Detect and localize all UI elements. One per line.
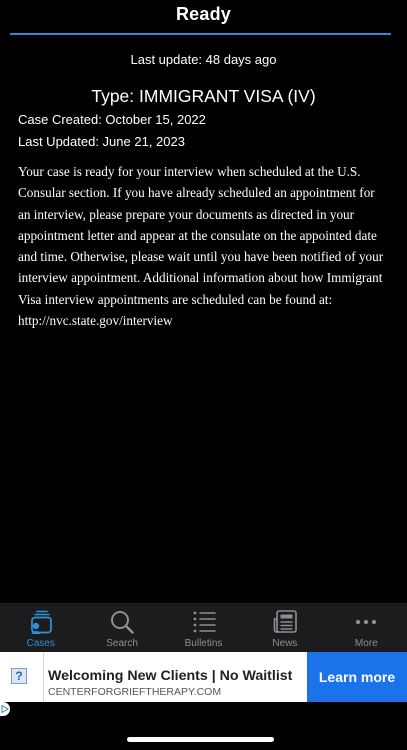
adchoices-icon[interactable]	[0, 702, 10, 716]
tab-label-search: Search	[106, 638, 138, 649]
case-updated-date: Last Updated: June 21, 2023	[18, 134, 185, 149]
tab-search[interactable]	[81, 603, 162, 652]
tab-more[interactable]	[326, 603, 407, 652]
tab-label-cases: Cases	[26, 638, 55, 649]
tab-label-more: More	[354, 638, 378, 649]
ad-url[interactable]: CENTERFORGRIEFTHERAPY.COM	[48, 686, 222, 698]
tab-label-bulletins: Bulletins	[184, 638, 223, 649]
tab-news[interactable]	[244, 603, 325, 652]
ad-learn-more-button[interactable]: Learn more	[307, 652, 407, 702]
more-icon	[353, 609, 379, 635]
tab-label-news: News	[272, 638, 298, 649]
play-triangle-icon	[1, 705, 9, 713]
case-status-description: Your case is ready for your interview when scheduled at the U.S. Consular section. If you have already scheduled an appointment for an interview, please prepare your documents as directed in your appointment letter and appear at the consulate on the appointed date and time. Otherwise, please wait until you have been notified of your interview appointment. Additional information about how Immigrant Visa interview appointments are scheduled can be found at: http://nvc.state.gov/interview	[18, 164, 384, 329]
case-type-heading: Type: IMMIGRANT VISA (IV)	[91, 86, 316, 106]
case-created-date: Case Created: October 15, 2022	[18, 112, 206, 127]
ad-title[interactable]: Welcoming New Clients | No Waitlist	[48, 668, 293, 684]
ad-banner[interactable]	[0, 652, 407, 702]
tab-cases[interactable]	[0, 603, 81, 652]
header-divider	[10, 33, 391, 35]
ad-divider	[43, 652, 44, 702]
page-title: Ready	[175, 4, 232, 24]
tab-bar	[0, 603, 407, 652]
tab-bulletins[interactable]	[163, 603, 244, 652]
search-icon	[109, 609, 135, 635]
news-icon	[272, 609, 298, 635]
last-update-text: Last update: 48 days ago	[130, 52, 277, 67]
bulletins-icon	[191, 609, 217, 635]
home-indicator[interactable]	[127, 737, 274, 742]
cases-icon	[28, 609, 54, 635]
ad-logo-icon: ?	[11, 668, 27, 684]
